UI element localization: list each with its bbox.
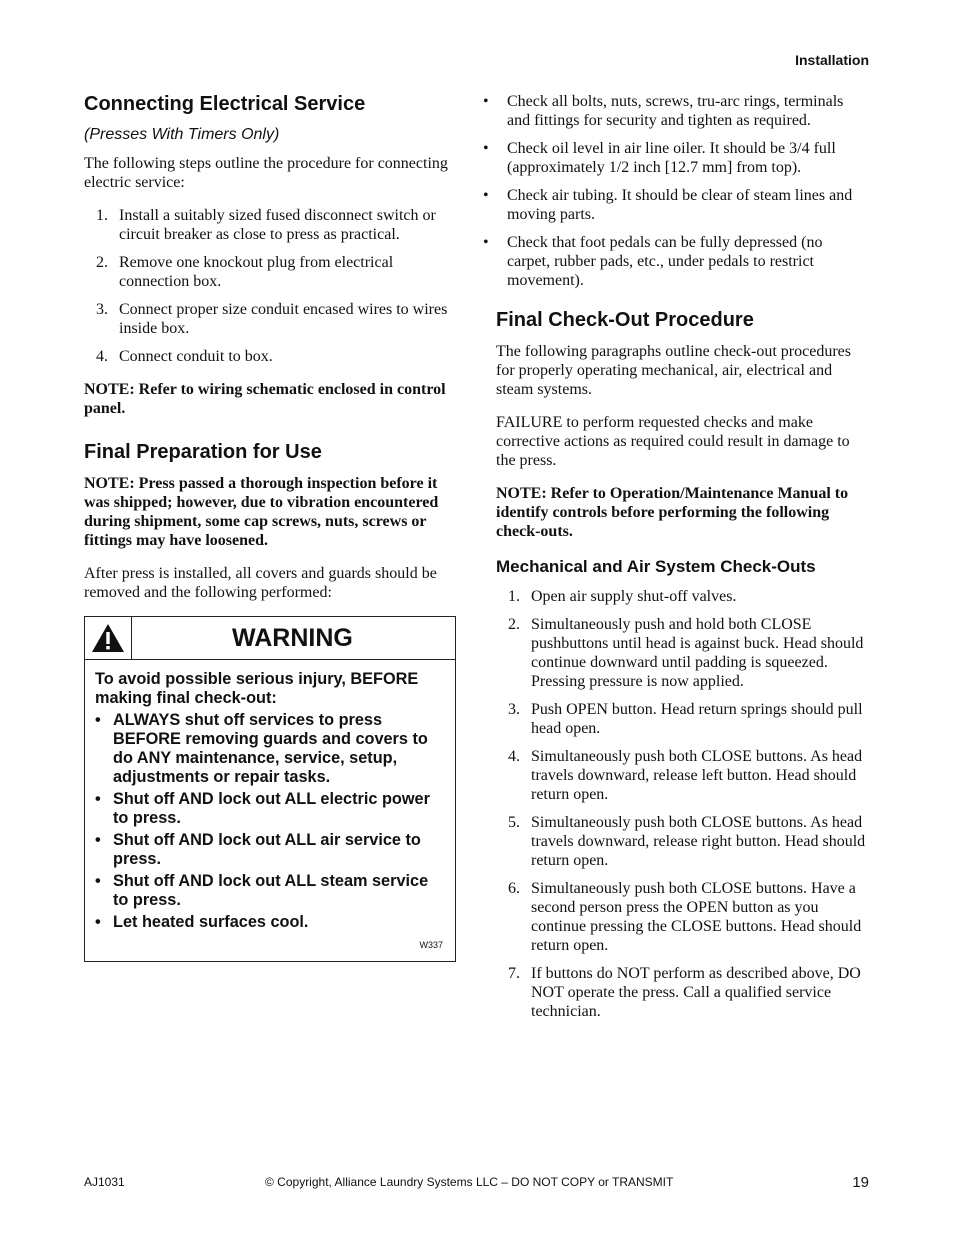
warning-header (85, 617, 455, 660)
warning-intro: To avoid possible serious injury, BEFORE making final check-out: (95, 670, 419, 707)
list-item: • Check that foot pedals can be fully depressed (no carpet, rubber pads, etc., under pedals to restrict movement). (472, 233, 868, 290)
list-item (496, 813, 868, 870)
wiring-note: NOTE: Refer to wiring schematic enclosed in control panel. (84, 381, 446, 417)
document-id: AJ1031 (84, 1175, 125, 1189)
warning-item: Let heated surfaces cool. (113, 913, 309, 931)
warning-item: Shut off AND lock out ALL electric power to press. (113, 790, 430, 827)
step-number: 7. (508, 965, 520, 983)
step-number: 2. (96, 254, 108, 271)
list-item (84, 300, 458, 338)
check-item: Check air tubing. It should be clear of steam lines and moving parts. (507, 187, 853, 223)
step-number: 1. (96, 207, 108, 224)
step-text: Connect conduit to box. (119, 348, 273, 365)
step-number: 4. (508, 748, 520, 766)
list-item (496, 964, 868, 1021)
manual-note: NOTE: Refer to Operation/Maintenance Manual to identify controls before performing the following check-outs. (496, 485, 849, 540)
list-item: • Shut off AND lock out ALL air service to press. (95, 831, 443, 869)
warning-code: W337 (419, 940, 443, 950)
left-column (84, 92, 458, 962)
right-column (483, 92, 868, 1035)
step-text: Simultaneously push both CLOSE buttons. As head travels downward, release left button. Head should return open. (531, 748, 863, 804)
step-text: Simultaneously push and hold both CLOSE pushbuttons until head is against buck. Head should continue downward until padding is squeezed. Pressing pressure is now applied. (531, 616, 864, 691)
warning-item: Shut off AND lock out ALL air service to press. (113, 831, 421, 868)
checkout-paragraph-2: FAILURE to perform requested checks and make corrective actions as required could result in damage to the press. (496, 414, 850, 469)
step-number: 3. (96, 301, 108, 318)
warning-triangle-icon (85, 617, 132, 659)
warning-list (95, 711, 443, 932)
page-number: 19 (852, 1174, 869, 1191)
step-number: 3. (508, 701, 520, 719)
warning-title: WARNING (232, 624, 353, 652)
final-checkout-heading: Final Check-Out Procedure (496, 309, 754, 331)
step-number: 4. (96, 348, 108, 365)
list-item (84, 253, 458, 291)
warning-box (84, 616, 456, 962)
mech-air-steps-list (496, 587, 868, 1021)
list-item (496, 879, 868, 955)
step-number: 1. (508, 588, 520, 606)
step-number: 6. (508, 880, 520, 898)
warning-item: Shut off AND lock out ALL steam service to press. (113, 872, 429, 909)
copyright-notice: © Copyright, Alliance Laundry Systems LLC – DO NOT COPY or TRANSMIT (265, 1175, 674, 1189)
step-text: Simultaneously push both CLOSE buttons. Have a second person press the OPEN button as you continue pressing the CLOSE buttons. Head should return open. (531, 880, 862, 955)
step-number: 2. (508, 616, 520, 634)
section-header: Installation (795, 52, 869, 68)
list-item (496, 587, 868, 606)
step-text: Push OPEN button. Head return springs should pull head open. (531, 701, 863, 738)
check-item: Check oil level in air line oiler. It should be 3/4 full (approximately 1/2 inch [12.7 mm] from top). (507, 140, 836, 176)
mech-air-heading: Mechanical and Air System Check-Outs (496, 557, 816, 576)
step-text: Open air supply shut-off valves. (531, 588, 737, 606)
connecting-intro: The following steps outline the procedure for connecting electric service: (84, 155, 448, 191)
connecting-subtitle: (Presses With Timers Only) (84, 126, 280, 143)
list-item: • Check all bolts, nuts, screws, tru-arc rings, terminals and fittings for security and tighten as required. (472, 92, 868, 130)
step-number: 5. (508, 814, 520, 832)
step-text: Install a suitably sized fused disconnect switch or circuit breaker as close to press as practical. (119, 207, 436, 243)
list-item (84, 347, 458, 366)
list-item (496, 615, 868, 691)
final-prep-paragraph: After press is installed, all covers and guards should be removed and the following performed: (84, 565, 437, 601)
list-item: • Shut off AND lock out ALL electric power to press. (95, 790, 443, 828)
list-item (496, 747, 868, 804)
final-preparation-heading: Final Preparation for Use (84, 441, 322, 463)
list-item (84, 206, 458, 244)
step-text: Remove one knockout plug from electrical connection box. (119, 254, 394, 290)
checkout-paragraph-1: The following paragraphs outline check-out procedures for properly operating mechanical, air, electrical and steam systems. (496, 343, 851, 398)
step-text: If buttons do NOT perform as described above, DO NOT operate the press. Call a qualified service technician. (531, 965, 861, 1021)
warning-body (85, 660, 455, 961)
list-item: • Let heated surfaces cool. (95, 913, 309, 931)
inspection-note: NOTE: Press passed a thorough inspection before it was shipped; however, due to vibration encountered during shipment, some cap screws, nuts, screws or fittings may have loosened. (84, 475, 439, 549)
list-item: • Check oil level in air line oiler. It should be 3/4 full (approximately 1/2 inch [12.7 mm] from top). (472, 139, 868, 177)
check-item: Check all bolts, nuts, screws, tru-arc rings, terminals and fittings for security and tighten as required. (507, 93, 844, 129)
step-text: Connect proper size conduit encased wires to wires inside box. (119, 301, 448, 337)
connecting-steps-list (84, 206, 458, 366)
list-item: • Shut off AND lock out ALL steam service to press. (95, 872, 443, 910)
connecting-electrical-heading: Connecting Electrical Service (84, 93, 366, 115)
check-item: Check that foot pedals can be fully depressed (no carpet, rubber pads, etc., under pedals to restrict movement). (507, 234, 823, 289)
warning-item: ALWAYS shut off services to press BEFORE removing guards and covers to do ANY maintenance, service, setup, adjustments or repair tasks. (113, 711, 428, 786)
check-list (472, 92, 868, 290)
list-item (496, 700, 868, 738)
list-item: • Check air tubing. It should be clear of steam lines and moving parts. (472, 186, 868, 224)
step-text: Simultaneously push both CLOSE buttons. As head travels downward, release right button. Head should return open. (531, 814, 866, 870)
list-item: • ALWAYS shut off services to press BEFORE removing guards and covers to do ANY maintenance, service, setup, adjustments or repair tasks. (95, 711, 443, 787)
